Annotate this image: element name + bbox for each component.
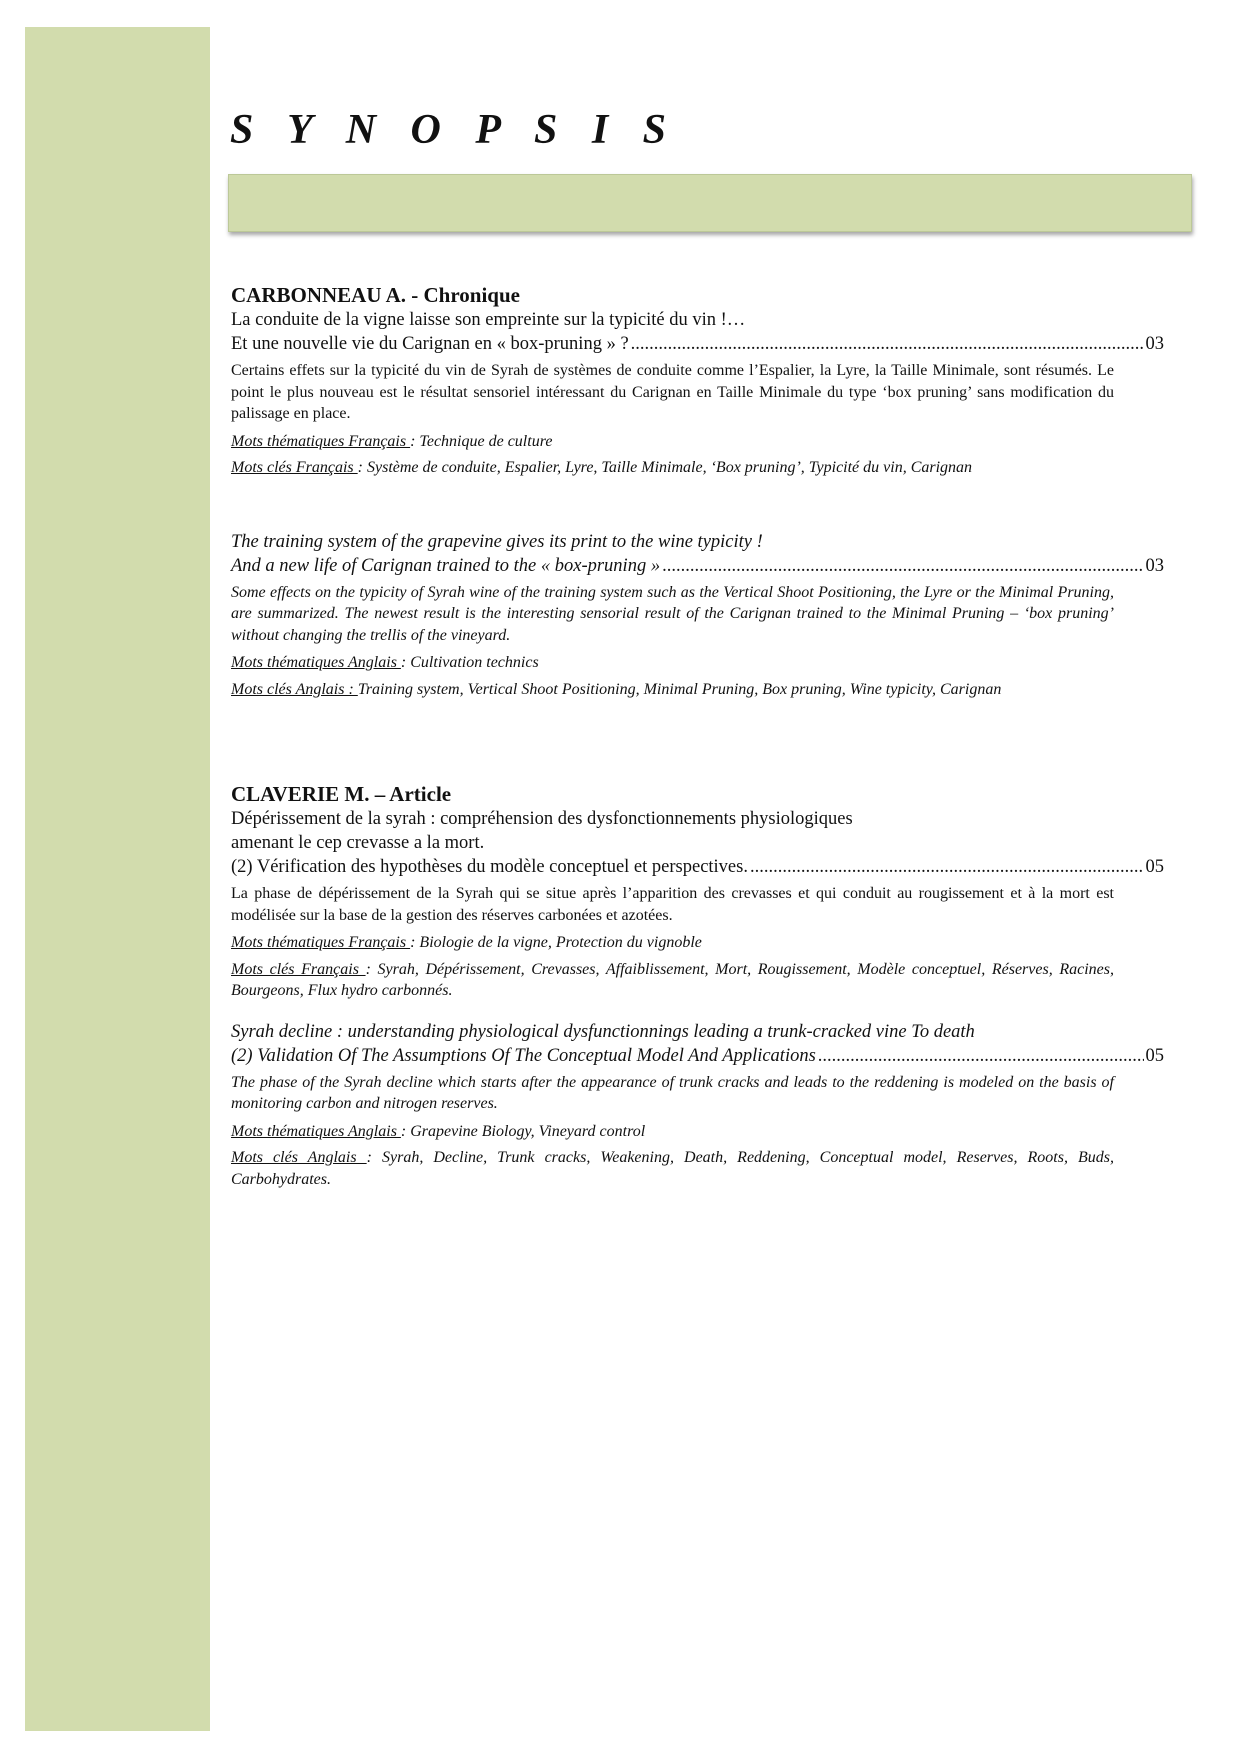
keywords-label: Mots clés Anglais [231, 1149, 367, 1166]
toc-leader-dots [631, 332, 1144, 356]
abstract-fr: La phase de dépérissement de la Syrah qui se situe après l’apparition des crevasses et qui conduit au rougissement et à la mort est modélisée sur la base de la gestion des réserves carbonées et azotées. [231, 885, 1114, 924]
page-number: 05 [1145, 1045, 1164, 1066]
entry-title-fr-line1: Dépérissement de la syrah : compréhension des dysfonctionnements physiologiques [231, 809, 853, 829]
abstract-fr: Certains effets sur la typicité du vin de Syrah de systèmes de conduite comme l’Espalier, la Lyre, la Taille Minimale, sont résumés. Le point le plus nouveau est le résultat sensoriel intéressant du Carignan en Taille Minimale du type ‘box pruning’ sans modification du palissage en place. [231, 362, 1114, 422]
left-sidebar-band [25, 27, 210, 1731]
thematic-label: Mots thématiques Anglais [231, 654, 401, 671]
keywords-label: Mots clés Français [231, 459, 358, 476]
thematic-label: Mots thématiques Français [231, 934, 411, 951]
entry-title-en-line2: (2) Validation Of The Assumptions Of The Conceptual Model And Applications [231, 1045, 816, 1066]
thematic-keywords-fr [231, 431, 1114, 453]
toc-line-fr[interactable] [231, 855, 1164, 879]
keywords-value: : Système de conduite, Espalier, Lyre, Taille Minimale, ‘Box pruning’, Typicité du vin, Carignan [357, 459, 973, 476]
entry-carbonneau [231, 283, 1164, 700]
keywords-en [231, 1147, 1114, 1190]
thematic-value: : Grapevine Biology, Vineyard control [400, 1122, 646, 1140]
keywords-value: : Syrah, Dépérissement, Crevasses, Affaiblissement, Mort, Rougissement, Modèle conceptuel, Réserves, Racines, Bourgeons, Flux hydro carbonnés. [231, 960, 1114, 999]
thematic-value: : Biologie de la vigne, Protection du vignoble [410, 934, 702, 951]
abstract-en: The phase of the Syrah decline which starts after the appearance of trunk cracks and leads to the reddening is modeled on the basis of monitoring carbon and nitrogen reserves. [231, 1073, 1114, 1112]
entry-title-fr-line1: La conduite de la vigne laisse son empreinte sur la typicité du vin !… [231, 310, 746, 330]
thematic-label: Mots thématiques Français [231, 432, 411, 450]
entry-author: CLAVERIE M. – Article [231, 782, 452, 806]
entry-title-en-line1: Syrah decline : understanding physiological dysfunctionnings leading a trunk-cracked vine To death [231, 1021, 975, 1042]
keywords-value: : Syrah, Decline, Trunk cracks, Weakening, Death, Reddening, Conceptual model, Reserves, Roots, Buds, Carbohydrates. [231, 1149, 1114, 1188]
page-title: S Y N O P S I S [230, 107, 679, 153]
title-banner [228, 174, 1192, 232]
thematic-keywords-en [231, 652, 1114, 674]
toc-line-en[interactable] [231, 1044, 1164, 1068]
keywords-label: Mots clés Anglais : [231, 680, 358, 698]
thematic-value: : Technique de culture [410, 432, 553, 450]
page-number: 03 [1145, 334, 1164, 354]
thematic-label: Mots thématiques Anglais [231, 1122, 401, 1140]
keywords-value: Training system, Vertical Shoot Positioning, Minimal Pruning, Box pruning, Wine typicity, Carignan [357, 680, 1002, 698]
toc-leader-dots [750, 855, 1144, 879]
entry-author: CARBONNEAU A. - Chronique [231, 283, 520, 307]
keywords-label: Mots clés Français [231, 960, 366, 978]
abstract-en: Some effects on the typicity of Syrah wine of the training system such as the Vertical Shoot Positioning, the Lyre or the Minimal Pruning, are summarized. The newest result is the interesting sensorial result of the Carignan trained to the Minimal Pruning – ‘box pruning’ without changing the trellis of the vineyard. [231, 583, 1114, 644]
entry-claverie [231, 782, 1164, 1190]
entry-title-fr-line2: amenant le cep crevasse a la mort. [231, 833, 485, 853]
toc-leader-dots [818, 1044, 1144, 1068]
thematic-keywords-fr [231, 932, 1114, 954]
toc-line-fr[interactable] [231, 332, 1164, 356]
page-number: 03 [1145, 555, 1164, 576]
toc-line-en[interactable] [231, 554, 1164, 578]
entry-title-fr-line3: (2) Vérification des hypothèses du modèle conceptuel et perspectives. [231, 857, 748, 877]
thematic-value: : Cultivation technics [400, 654, 539, 671]
thematic-keywords-en [231, 1121, 1114, 1143]
keywords-fr [231, 959, 1114, 1002]
entry-title-fr-line2: Et une nouvelle vie du Carignan en « box-pruning » ? [231, 334, 629, 354]
keywords-en [231, 679, 1114, 701]
entry-title-en-line1: The training system of the grapevine gives its print to the wine typicity ! [231, 531, 763, 552]
toc-leader-dots [662, 554, 1143, 578]
keywords-fr [231, 457, 1114, 479]
synopsis-content [231, 283, 1164, 1190]
page-number: 05 [1145, 857, 1164, 877]
entry-title-en-line2: And a new life of Carignan trained to the « box-pruning » [231, 555, 661, 576]
